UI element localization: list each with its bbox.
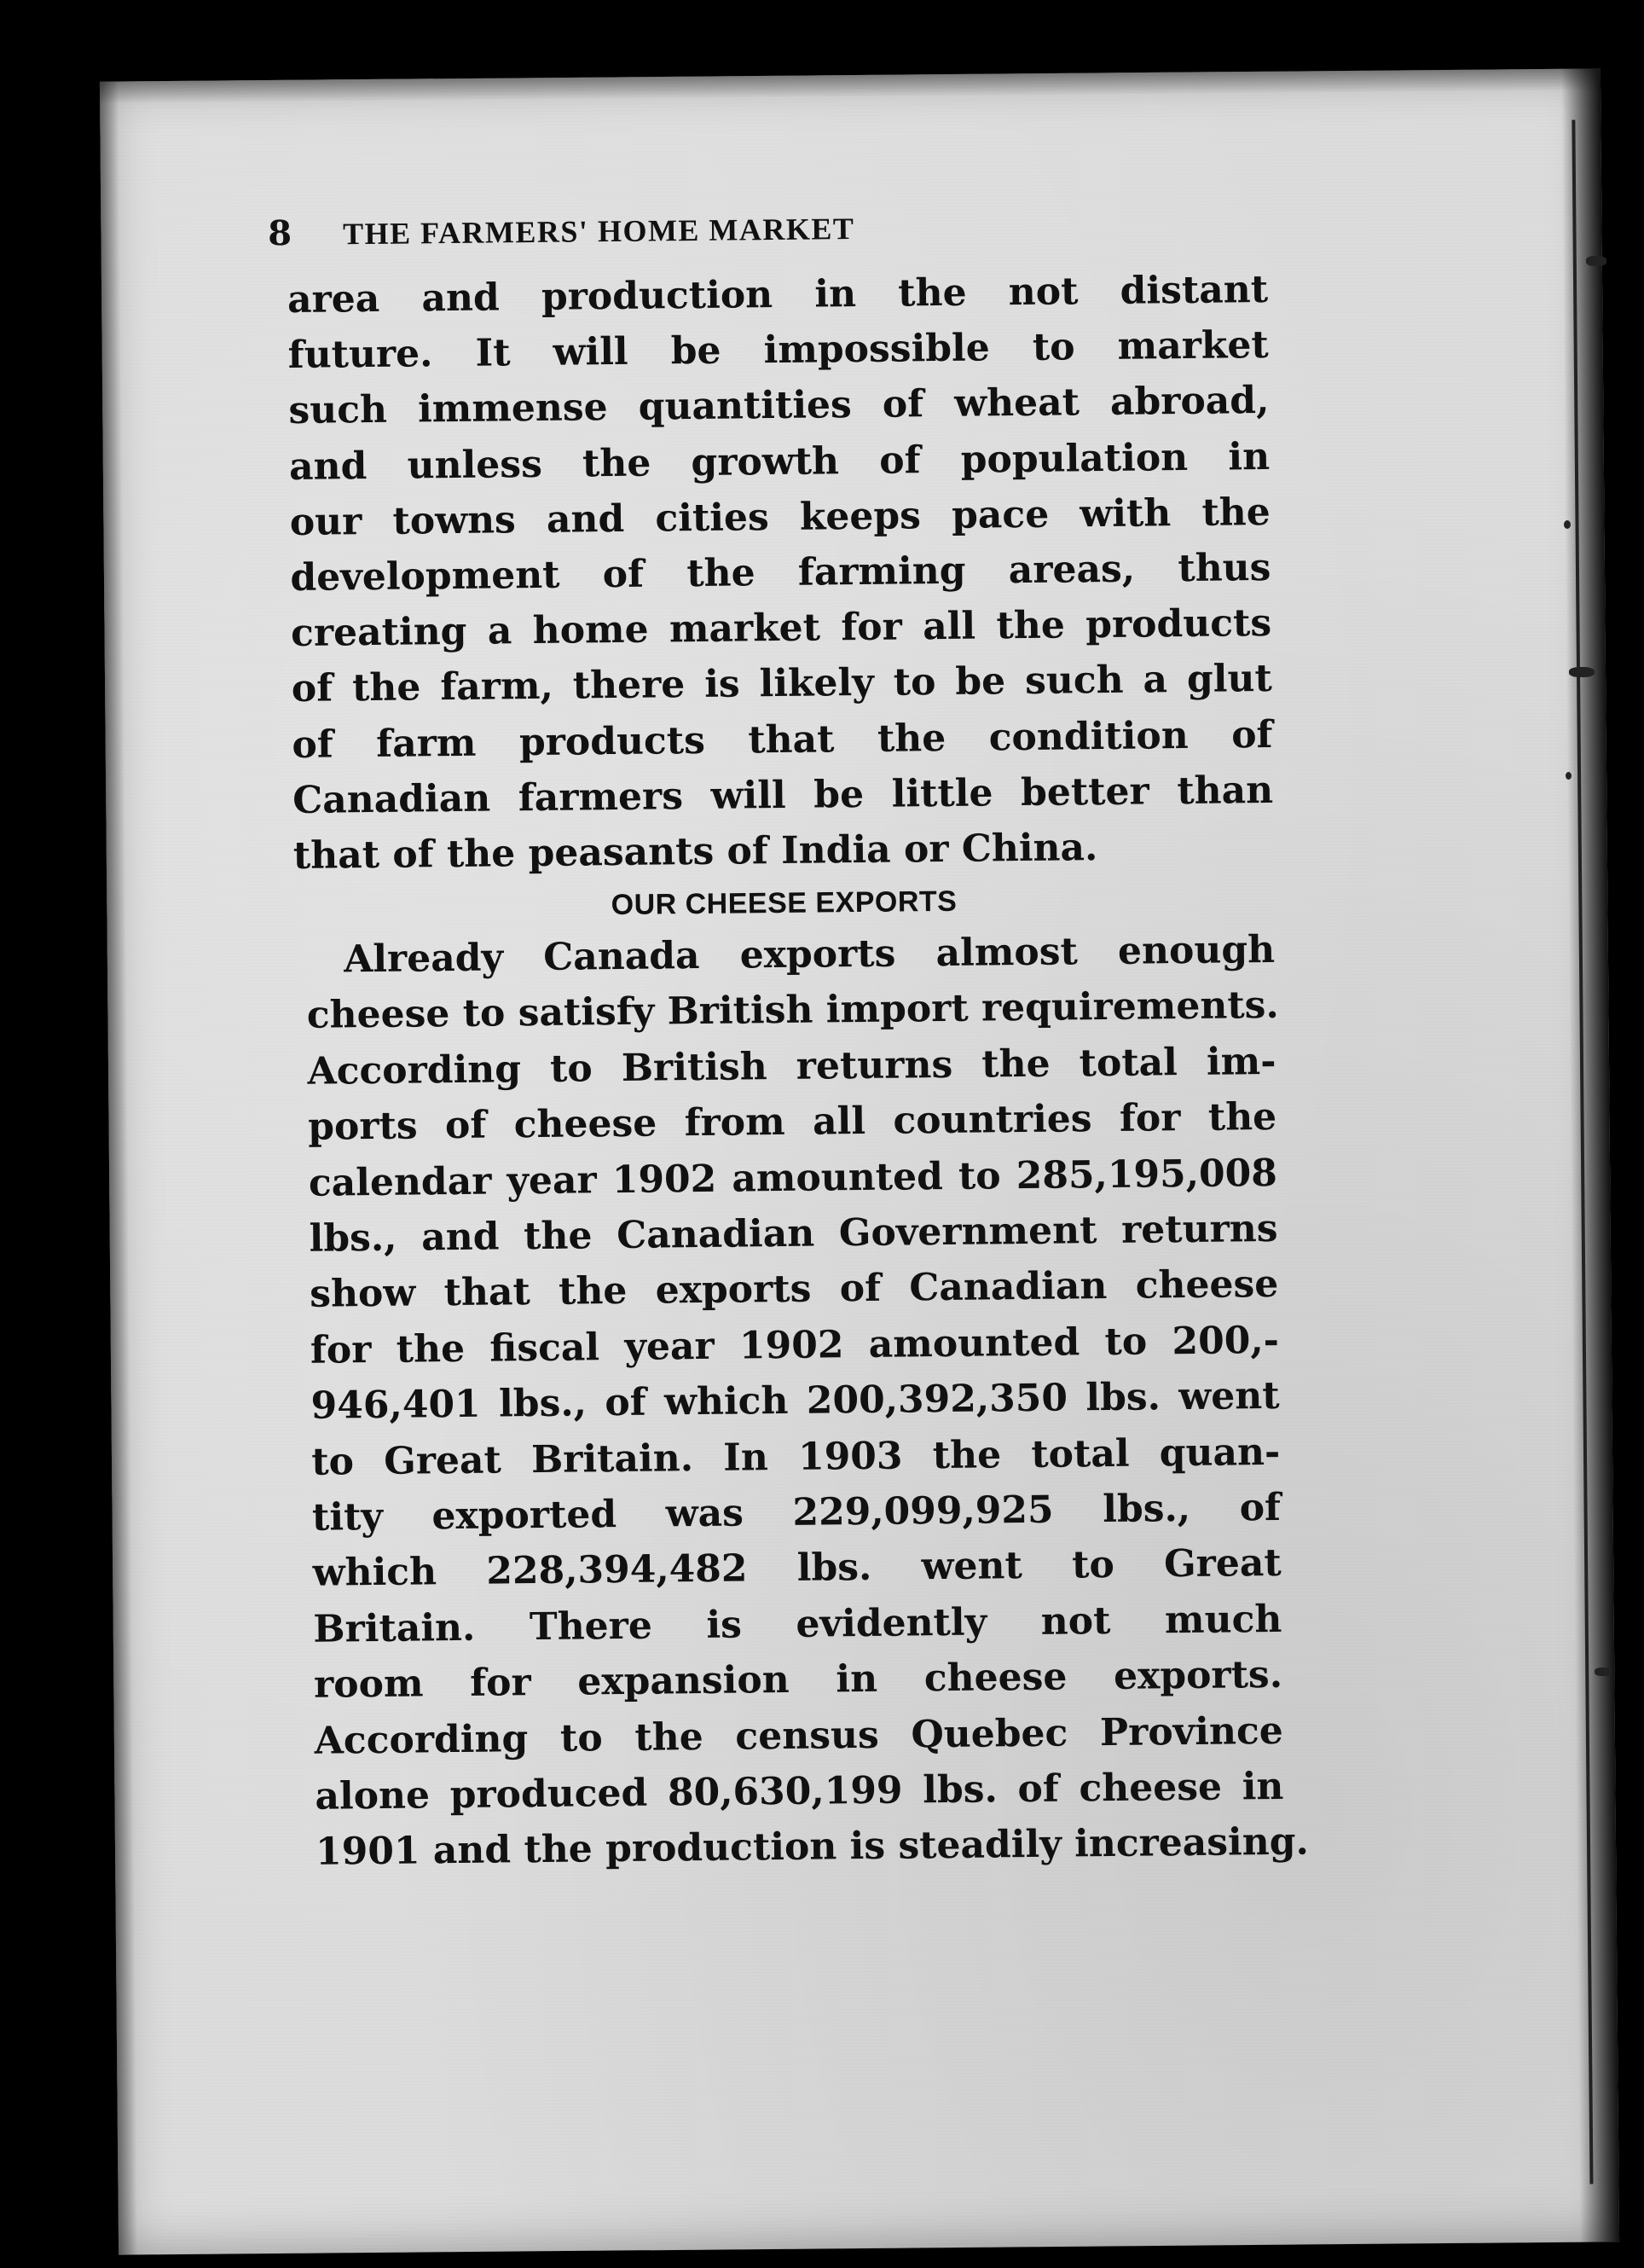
dust-speck [1566,772,1572,780]
text-line: area and production in the not distant [287,267,1269,322]
text-line: for the fiscal year 1902 amounted to 200,- [310,1318,1280,1372]
text-line: to Great Britain. In 1903 the total quan- [311,1430,1281,1484]
section-heading: OUR CHEESE EXPORTS [611,885,958,922]
text-line: that of the peasants of India or China. [292,825,1098,878]
text-line: alone produced 80,630,199 lbs. of cheese in [315,1764,1284,1818]
text-line: According to the census Quebec Province [314,1708,1283,1763]
dust-speck [1595,1668,1612,1676]
text-line: future. It will be impossible to market [287,323,1269,378]
text-line: ports of cheese from all countries for the [307,1095,1277,1150]
paragraph-2 [294,922,1310,1881]
text-line: such immense quantities of wheat abroad, [288,379,1270,433]
paragraph-1 [287,262,1274,884]
text-line: our towns and cities keeps pace with the [289,490,1271,544]
text-line: Britain. There is evidently not much [313,1597,1282,1651]
page-number: 8 [268,212,294,254]
text-line: Already Canada exports almost enough [343,927,1276,982]
text-line: 946,401 lbs., of which 200,392,350 lbs. went [310,1374,1280,1428]
text-line: cheese to satisfy British import requirements. [306,983,1280,1038]
running-head-title: THE FARMERS' HOME MARKET [342,212,855,252]
text-line: lbs., and the Canadian Government returns [309,1206,1278,1261]
text-line: According to British returns the total im- [307,1039,1276,1093]
text-line: 1901 and the production is steadily increasing. [315,1819,1310,1875]
text-line: creating a home market for all the products [290,601,1272,656]
page-text [268,203,1310,1881]
dust-speck [1586,256,1606,266]
page-top-edge-shadow [100,68,1601,103]
text-line: calendar year 1902 amounted to 285,195,008 [308,1151,1278,1205]
text-line: tity exported was 229,099,925 lbs., of [311,1485,1282,1540]
text-line: room for expansion in cheese exports. [313,1653,1283,1707]
dust-speck [1569,667,1595,677]
text-line: development of the farming areas, thus [290,545,1271,600]
dust-speck [1564,520,1571,529]
text-line: and unless the growth of population in [288,434,1271,489]
text-line: of the farm, there is likely to be such a glut [291,657,1273,711]
text-line: Canadian farmers will be little better than [292,768,1274,822]
text-line: of farm products that the condition of [292,712,1273,767]
text-line: which 228,394,482 lbs. went to Great [312,1541,1282,1596]
text-line: show that the exports of Canadian cheese [310,1262,1279,1317]
page-left-edge-shadow [100,82,137,2255]
